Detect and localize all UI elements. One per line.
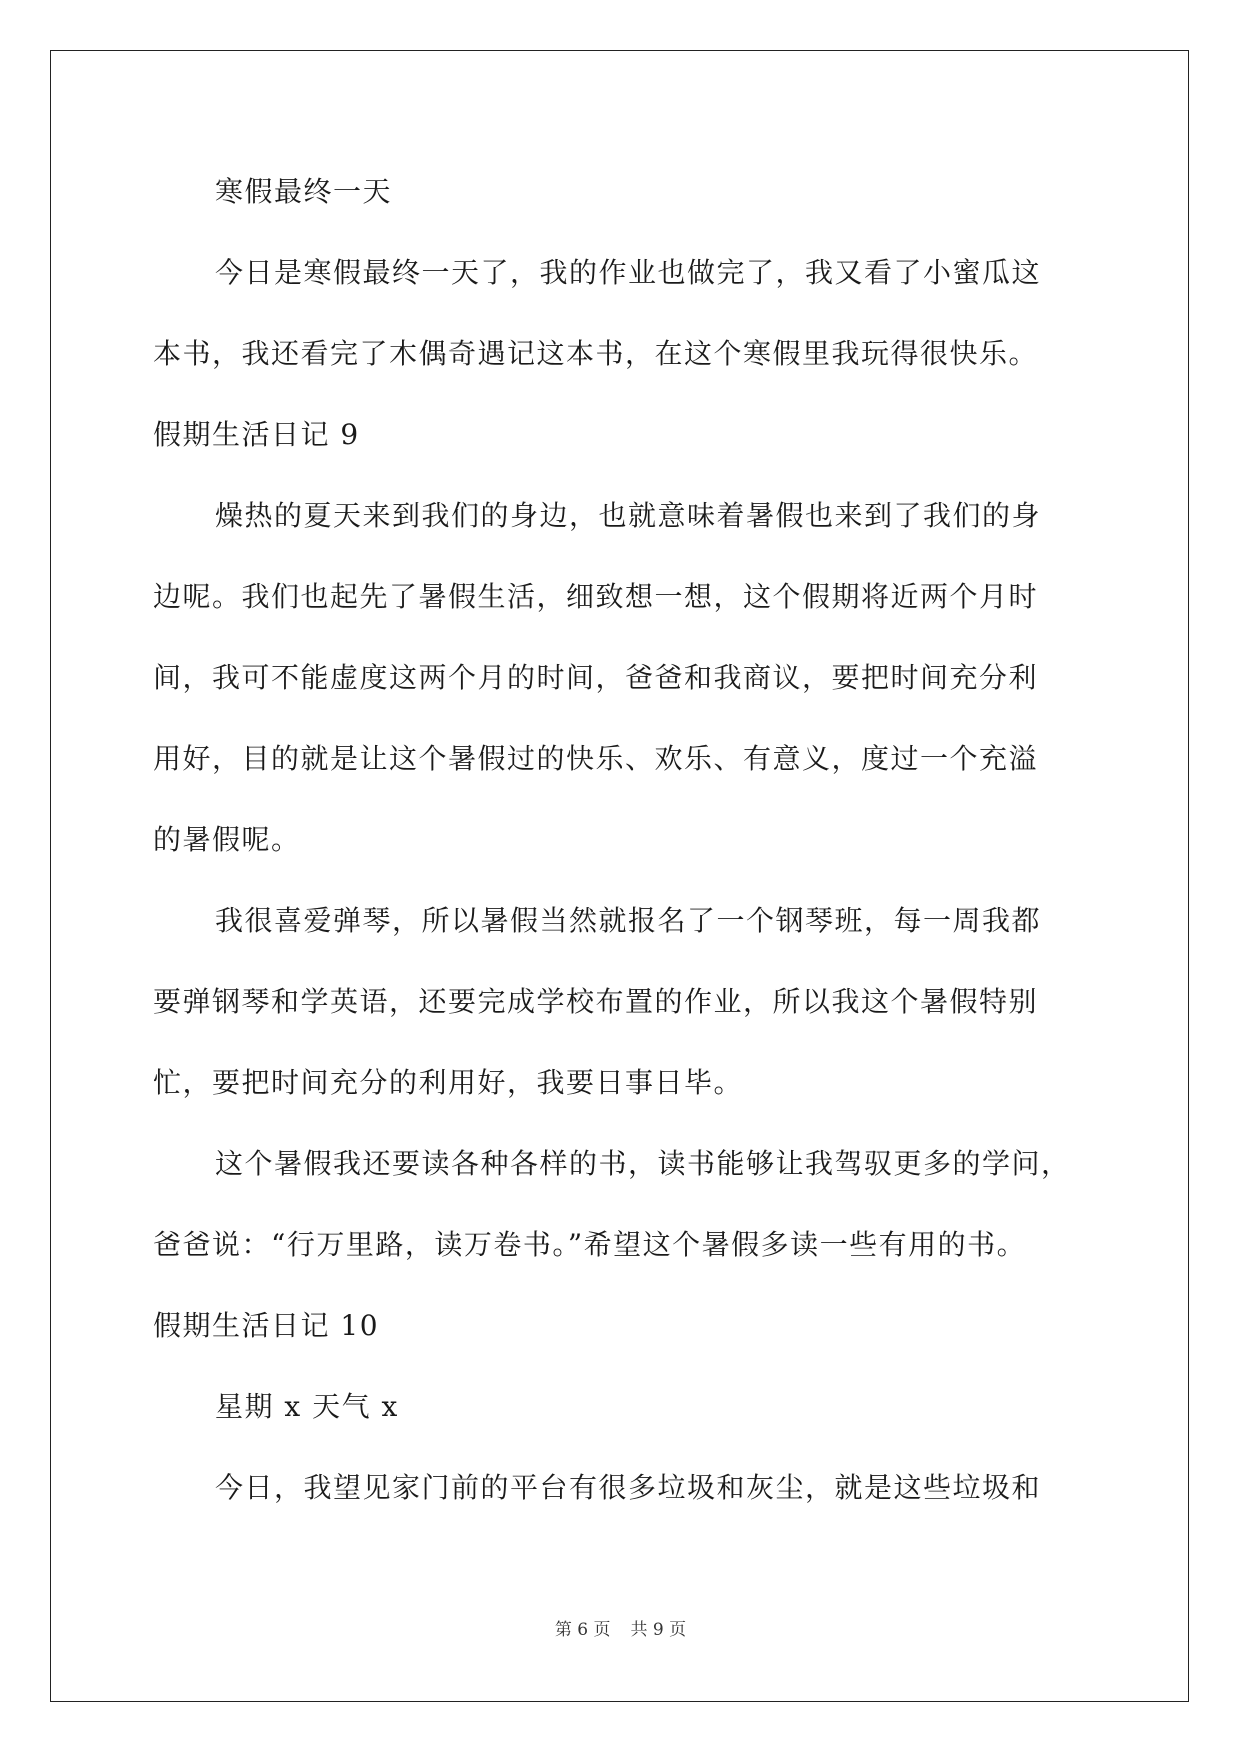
paragraph-line: 今日是寒假最终一天了，我的作业也做完了，我又看了小蜜瓜这: [215, 256, 1042, 289]
paragraph-line: 要弹钢琴和学英语，还要完成学校布置的作业，所以我这个暑假特别: [153, 985, 1039, 1018]
page-total: 共 9 页: [630, 1620, 687, 1640]
page-number: 第 6 页: [554, 1620, 611, 1640]
page-footer: [0, 1615, 1241, 1640]
entry-title: 寒假最终一天: [215, 175, 393, 208]
paragraph-line: 爸爸说：“行万里路，读万卷书。”希望这个暑假多读一些有用的书。: [153, 1228, 1027, 1261]
date-weather-line: 星期 x 天气 x: [215, 1390, 399, 1423]
paragraph-line: 燥热的夏天来到我们的身边，也就意味着暑假也来到了我们的身: [215, 499, 1042, 532]
paragraph-line: 这个暑假我还要读各种各样的书，读书能够让我驾驭更多的学问，: [215, 1147, 1071, 1180]
page-border: [50, 50, 1189, 1702]
diary-heading: 假期生活日记 9: [153, 418, 360, 451]
paragraph-line: 间，我可不能虚度这两个月的时间，爸爸和我商议，要把时间充分利: [153, 661, 1039, 694]
paragraph-line: 今日，我望见家门前的平台有很多垃圾和灰尘，就是这些垃圾和: [215, 1471, 1042, 1504]
paragraph-line: 的暑假呢。: [153, 823, 301, 856]
paragraph-line: 边呢。我们也起先了暑假生活，细致想一想，这个假期将近两个月时: [153, 580, 1039, 613]
paragraph-line: 忙，要把时间充分的利用好，我要日事日毕。: [153, 1066, 744, 1099]
paragraph-line: 我很喜爱弹琴，所以暑假当然就报名了一个钢琴班，每一周我都: [215, 904, 1042, 937]
diary-heading: 假期生活日记 10: [153, 1309, 380, 1342]
paragraph-line: 用好，目的就是让这个暑假过的快乐、欢乐、有意义，度过一个充溢: [153, 742, 1039, 775]
paragraph-line: 本书，我还看完了木偶奇遇记这本书，在这个寒假里我玩得很快乐。: [153, 337, 1039, 370]
